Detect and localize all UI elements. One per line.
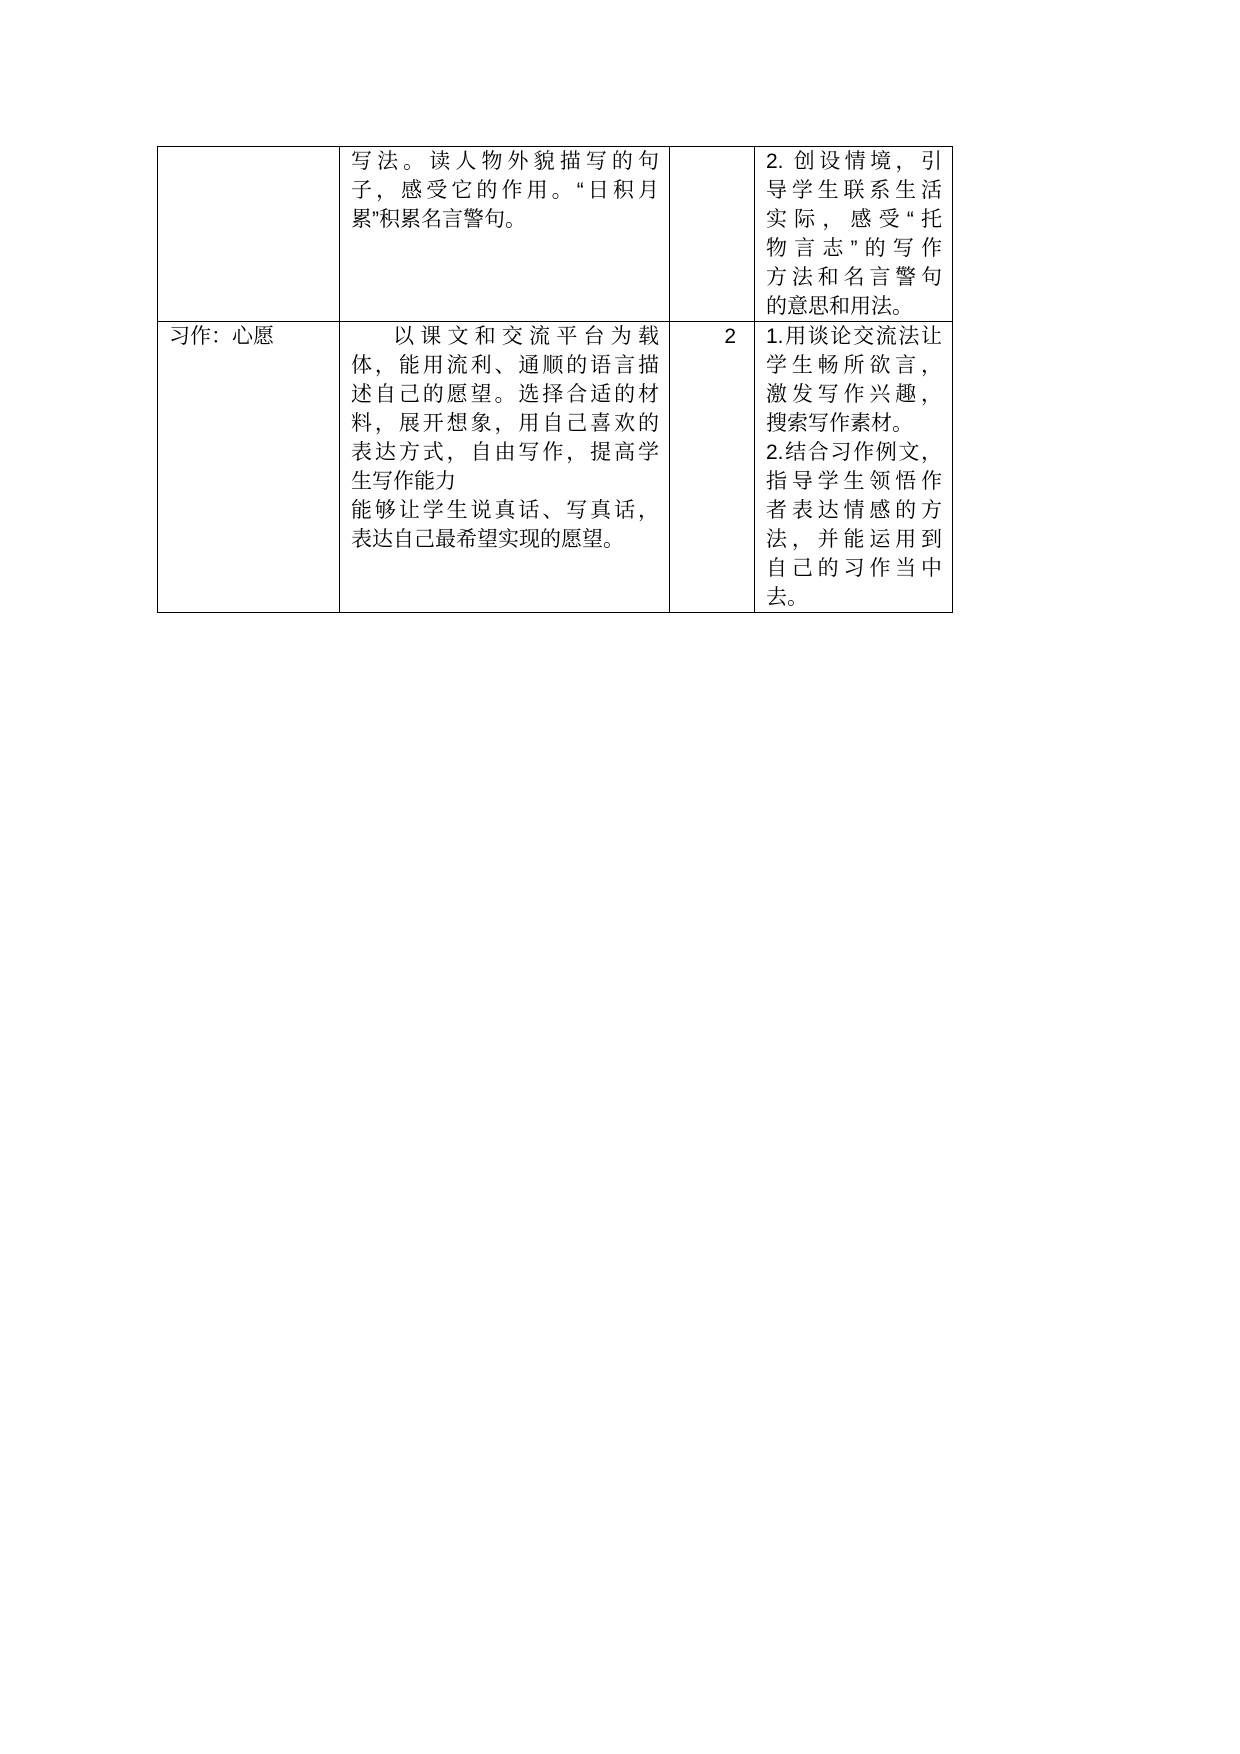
- text-line: 学生畅所欲言，: [766, 354, 942, 377]
- hours-value: 2: [724, 325, 736, 348]
- text-line: 导学生联系生活: [766, 179, 942, 202]
- content-paragraph: [351, 496, 659, 554]
- text-line: 表达自己最希望实现的愿望。: [351, 528, 624, 551]
- methods-paragraph: [766, 322, 942, 438]
- text-line: 自己的习作当中: [766, 557, 942, 580]
- text-line: 物言志”的写作: [766, 237, 942, 260]
- hours-cell: [670, 322, 755, 613]
- text-line: 2.结合习作例文，: [766, 441, 942, 464]
- text-line: 搜索写作素材。: [766, 412, 913, 435]
- content-paragraph: [351, 322, 659, 496]
- text-line: 1.用谈论交流法让: [766, 325, 942, 348]
- text-line: 2. 创设情境，引: [766, 150, 942, 173]
- text-line: 指导学生领悟作: [766, 470, 942, 493]
- hours-cell: [670, 147, 755, 322]
- text-line: 方法和名言警句: [766, 266, 942, 289]
- text-line: 实际，感受“托: [766, 208, 942, 231]
- content-paragraph: [351, 147, 659, 234]
- text-line: 的意思和用法。: [766, 295, 913, 318]
- content-cell: [340, 147, 670, 322]
- text-line: 者表达情感的方: [766, 499, 942, 522]
- text-line: 表达方式，自由写作，提高学: [351, 441, 659, 464]
- table-row: [158, 322, 953, 613]
- lesson-plan-table: [157, 146, 953, 613]
- text-line: 累”积累名言警句。: [351, 208, 526, 231]
- text-line: 能够让学生说真话、写真话，: [351, 499, 659, 522]
- text-line: 生写作能力: [351, 470, 456, 493]
- content-cell: [340, 322, 670, 613]
- unit-title-cell: [158, 322, 340, 613]
- text-line: 料，展开想象，用自己喜欢的: [351, 412, 659, 435]
- text-line: 去。: [766, 586, 808, 609]
- text-line: 体，能用流利、通顺的语言描: [351, 354, 659, 377]
- text-line: 述自己的愿望。选择合适的材: [351, 383, 659, 406]
- text-line: 以课文和交流平台为载: [393, 325, 659, 348]
- text-line: 法，并能运用到: [766, 528, 942, 551]
- methods-cell: [755, 322, 953, 613]
- text-line: 写法。读人物外貌描写的句: [351, 150, 659, 173]
- text-line: 激发写作兴趣，: [766, 383, 942, 406]
- methods-cell: [755, 147, 953, 322]
- unit-title: 习作：心愿: [169, 325, 274, 348]
- methods-paragraph: [766, 438, 942, 612]
- text-line: 子，感受它的作用。“日积月: [351, 179, 659, 202]
- table-row: [158, 147, 953, 322]
- methods-paragraph: [766, 147, 942, 321]
- unit-title-cell: [158, 147, 340, 322]
